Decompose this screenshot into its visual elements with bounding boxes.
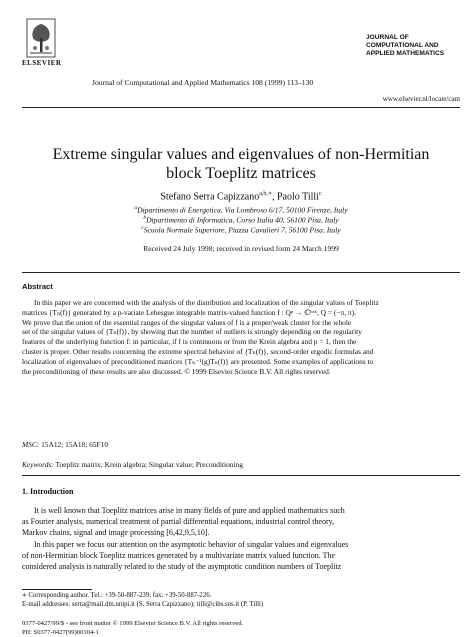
affiliation-a: $^a$Dipartimento di Energetica, Via Lombroso 6/17, 50100 Firenze, Italy: [134, 205, 348, 215]
journal-name: JOURNAL OF COMPUTATIONAL AND APPLIED MATHEMATICS: [366, 34, 445, 57]
elsevier-tree-icon: [26, 18, 56, 58]
section-heading: 1. Introduction: [22, 487, 74, 496]
journal-citation: Journal of Computational and Applied Mathematics 108 (1999) 113–130: [92, 78, 314, 87]
msc-codes: MSC: 15A12; 15A18; 65F10: [22, 440, 109, 449]
intro-text: It is well known that Toeplitz matrices arise in many fields of pure and applied mathematics such as Fourier analysis, numerical treatment of partial differential equations, industrial control theory, Markov chains, signal and image processing [6,42,9,5,10]. In this paper we focus our attention on the asymptotic behavior of singular values and eigenvalues of non-Hermitian block Toeplitz matrices generated by a multivariate matrix valued function. The considered analysis is naturally related to the study of the asymptotic condition numbers of Toeplitz: [22, 506, 349, 572]
abstract-text: In this paper we are concerned with the analysis of the distribution and localization of the singular values of Toeplitz matrices {Tₙ(f)} generated by a p-variate Lebesgue integrable matrix-valued function f : Qᵖ → ℂʰˣᵏ, Q = (−π, π). We prove that the union of the essential ranges of the singular values of f is a proper/weak cluster for the whole set of the singular values of {Tₙ(f)}, by showing that the number of outliers is strongly depending on the regularity features of the underlying function f: in particular, if f is continuous or from the Krein algebra and p = 1, then the cluster is proper. Other results concerning the extreme spectral behavior of {Tₙ(f)}, second-order ergodic formulas and localization of eigenvalues of preconditioned matrices {Tₙ⁻¹(g)Tₙ(f)} are presented. Some examples of applications to the preconditioning of these results are also discussed. © 1999 Elsevier Science B.V. All rights reserved.: [22, 298, 379, 376]
authors: Stefano Serra Capizzano$^{a,b,∗}$, Paolo Tilli$^c$: [160, 191, 322, 203]
paper-title: Extreme singular values and eigenvalues of non-Hermitian block Toeplitz matrices: [52, 146, 430, 182]
keywords: Keywords: Toeplitz matrix; Krein algebra; Singular value; Preconditioning: [22, 460, 243, 469]
keywords-rule: [22, 475, 460, 476]
elsevier-logo: [22, 18, 60, 67]
header-rule: [22, 107, 460, 108]
affiliation-b: $^b$Dipartimento di Informatica, Corso Italia 40, 56100 Pisa, Italy: [143, 215, 339, 225]
publisher-name: ELSEVIER: [22, 59, 62, 67]
affiliation-c: $^c$Scuola Normale Superiore, Piazza Cavalieri 7, 56100 Pisa, Italy: [141, 225, 341, 235]
abstract-rule: [22, 272, 460, 273]
journal-url[interactable]: www.elsevier.nl/locate/cam: [382, 95, 460, 103]
footnotes: ∗ Corresponding author. Tel.: +39-50-887-239; fax: +39-50-887-226. E-mail addresses: serra@mail.dm.unipi.it (S. Serra Capizzano); tilli@cibs.sns.it (P. Tilli): [22, 592, 264, 608]
footnote-rule: [22, 589, 92, 590]
abstract-heading: Abstract: [22, 282, 53, 291]
page-footer: 0377-0427/99/$ - see front matter © 1999 Elsevier Science B.V. All rights reserved. PII: S0377-0427(99)00104-1: [22, 620, 244, 636]
received-dates: Received 24 July 1998; received in revised form 24 March 1999: [143, 244, 339, 253]
